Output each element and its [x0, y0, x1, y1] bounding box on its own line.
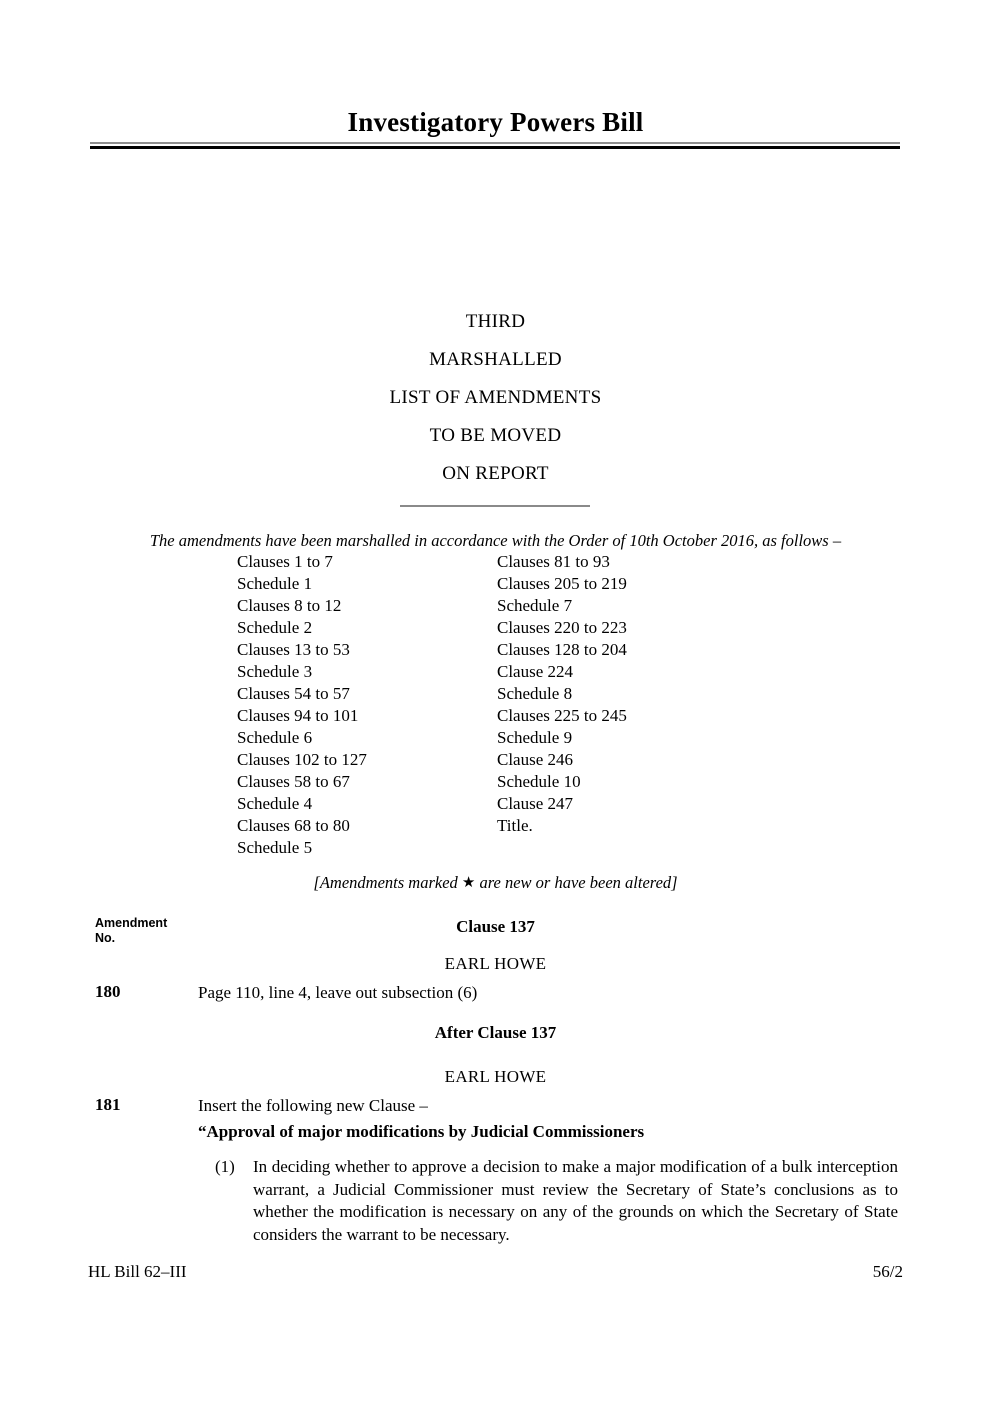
clause-list-item: Clauses 8 to 12 — [237, 596, 342, 615]
clause-list-item: Title. — [497, 816, 533, 835]
clause-list-right-column — [497, 551, 747, 837]
amendment-text-180: Page 110, line 4, leave out subsection (6) — [198, 983, 478, 1002]
clause-list-left-column — [237, 551, 497, 859]
clause-list-item: Clauses 1 to 7 — [237, 552, 333, 571]
clause-heading-after-137: After Clause 137 — [434, 1023, 557, 1042]
clause-list — [237, 551, 757, 859]
amendment-label-line-2: No. — [95, 931, 116, 945]
clause-list-item: Clauses 54 to 57 — [237, 684, 350, 703]
heading-line-on-report: ON REPORT — [442, 463, 549, 484]
new-clause-subsection-1 — [215, 1156, 898, 1246]
heading-line-third: THIRD — [465, 311, 526, 332]
clause-list-item: Schedule 10 — [497, 772, 581, 791]
heading-line-marshalled: MARSHALLED — [429, 349, 562, 370]
clause-list-item: Schedule 5 — [237, 838, 313, 857]
clause-list-item: Clauses 102 to 127 — [237, 750, 367, 769]
clause-list-item: Clause 247 — [497, 794, 574, 813]
heading-divider-rule — [400, 505, 590, 507]
clause-list-item: Schedule 9 — [497, 728, 573, 747]
footer-bill-reference: HL Bill 62–III — [88, 1262, 187, 1281]
clause-list-item: Schedule 8 — [497, 684, 573, 703]
clause-list-item: Clause 246 — [497, 750, 574, 769]
clause-list-item: Schedule 1 — [237, 574, 313, 593]
amendment-label-line-1: Amendment — [95, 916, 168, 930]
clause-heading-137: Clause 137 — [456, 917, 535, 936]
heading-line-list-of-amendments: LIST OF AMENDMENTS — [389, 387, 602, 408]
subsection-text: In deciding whether to approve a decision to make a major modification of a bulk interception warrant, a Judicial Commissioner must review the Secretary of State’s conclusions as to whether the modification is necessary on any of the grounds on which the Secretary of State considers the warrant to be necessary. — [253, 1157, 898, 1244]
clause-list-item: Clauses 128 to 204 — [497, 640, 627, 659]
star-note-suffix: are new or have been altered] — [475, 873, 678, 892]
clause-list-item: Clauses 68 to 80 — [237, 816, 350, 835]
clause-list-item: Schedule 7 — [497, 596, 573, 615]
clause-list-item: Clause 224 — [497, 662, 574, 681]
clause-list-item: Clauses 94 to 101 — [237, 706, 359, 725]
sponsor-name: EARL HOWE — [444, 1067, 547, 1086]
title-rule — [90, 142, 900, 149]
clause-list-item: Clauses 220 to 223 — [497, 618, 627, 637]
clause-list-item: Clauses 13 to 53 — [237, 640, 350, 659]
title-rule-thick — [90, 146, 900, 149]
page-title: Investigatory Powers Bill — [347, 107, 644, 137]
star-legend-note — [0, 873, 991, 893]
footer-page-number: 56/2 — [872, 1262, 903, 1281]
clause-list-item: Clauses 225 to 245 — [497, 706, 627, 725]
clause-list-item: Schedule 6 — [237, 728, 313, 747]
clause-list-item: Clauses 58 to 67 — [237, 772, 350, 791]
clause-list-item: Clauses 205 to 219 — [497, 574, 627, 593]
clause-list-item: Clauses 81 to 93 — [497, 552, 610, 571]
heading-line-to-be-moved: TO BE MOVED — [429, 425, 562, 446]
new-clause-title: “Approval of major modifications by Judicial Commissioners — [198, 1122, 645, 1141]
clause-list-item: Schedule 3 — [237, 662, 313, 681]
amendment-number-181: 181 — [95, 1095, 121, 1114]
clause-list-item: Schedule 4 — [237, 794, 313, 813]
subsection-number: (1) — [215, 1157, 235, 1176]
marshalling-note: The amendments have been marshalled in accordance with the Order of 10th October 2016, as follows – — [149, 531, 842, 550]
amendment-text-181: Insert the following new Clause – — [198, 1096, 428, 1115]
star-icon: ★ — [461, 875, 476, 891]
document-heading-stack — [0, 303, 991, 493]
sponsor-name: EARL HOWE — [444, 954, 547, 973]
star-note-prefix: [Amendments marked — [313, 873, 462, 892]
clause-list-item: Schedule 2 — [237, 618, 313, 637]
amendment-number-180: 180 — [95, 982, 121, 1001]
